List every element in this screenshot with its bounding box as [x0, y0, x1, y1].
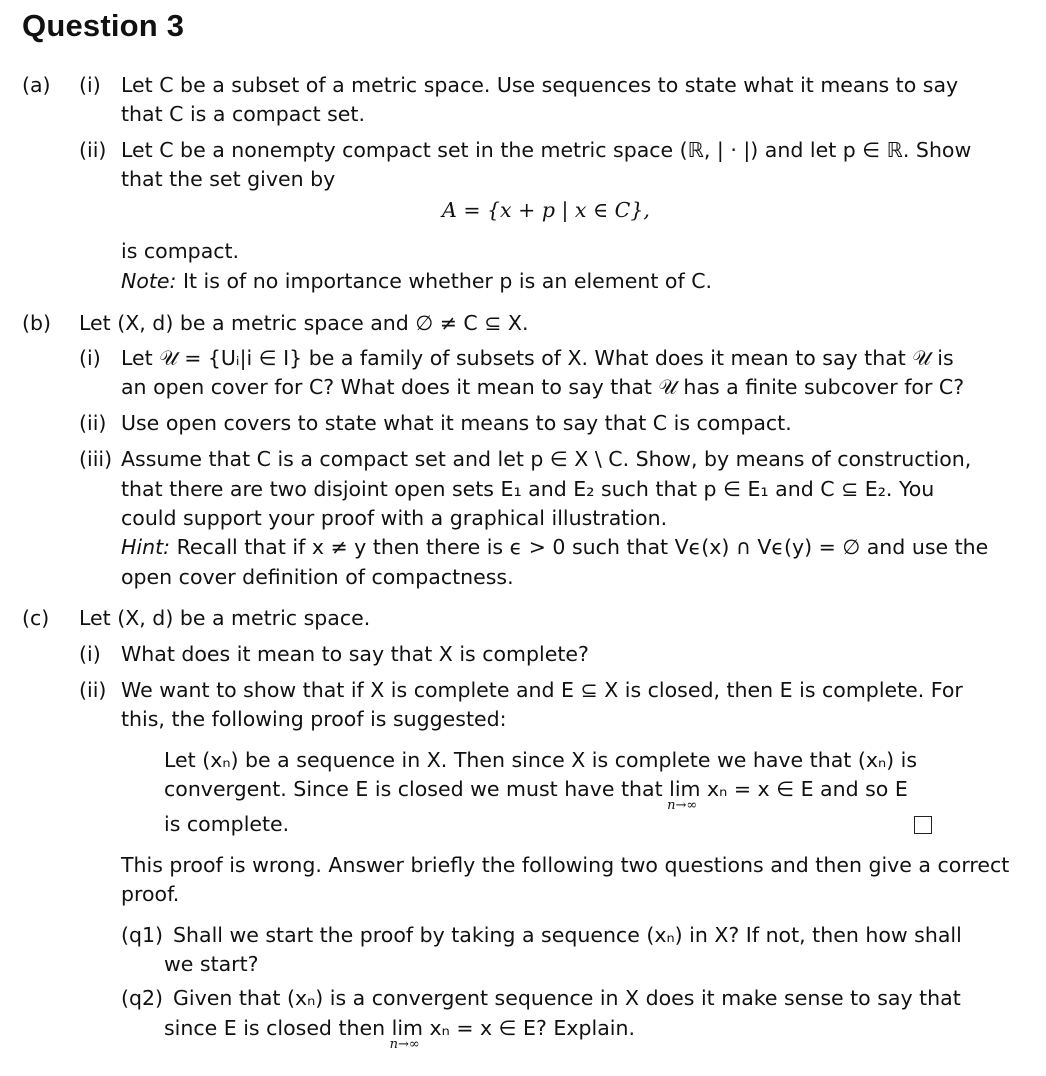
q1-line-2: we start?	[164, 952, 259, 976]
part-b-label: (b)	[22, 311, 52, 335]
part-b-i-line-2: an open cover for C? What does it mean to say that 𝒰 has a finite subcover for C?	[121, 375, 965, 399]
lim-word: lim	[669, 777, 701, 801]
part-a-ii-line-3: is compact.	[121, 239, 240, 263]
part-b-ii-label: (ii)	[79, 411, 107, 435]
lim-subscript: n→∞	[667, 798, 698, 813]
part-c-intro: Let (X, d) be a metric space.	[79, 606, 371, 630]
part-a-note	[121, 267, 712, 296]
part-b-intro: Let (X, d) be a metric space and ∅ ≠ C ⊆ X.	[79, 311, 529, 335]
after-proof-line-2: proof.	[121, 882, 180, 906]
q2-line-1: Given that (xₙ) is a convergent sequence in X does it make sense to say that	[173, 986, 961, 1010]
q2-line-2	[164, 1014, 635, 1052]
proof-line-1: Let (xₙ) be a sequence in X. Then since X is complete we have that (xₙ) is	[164, 748, 918, 772]
part-b-i-line-1: Let 𝒰 = {Uᵢ|i ∈ I} be a family of subsets of X. What does it mean to say that 𝒰 is	[121, 346, 954, 370]
part-c-i-line-1: What does it mean to say that X is complete?	[121, 642, 589, 666]
q2-line-2a: since E is closed then	[164, 1016, 392, 1040]
part-c-ii-line-1: We want to show that if X is complete and E ⊆ X is closed, then E is complete. For	[121, 678, 963, 702]
part-a-i-label: (i)	[79, 73, 101, 97]
set-a-formula: A = {x + p | x ∈ C},	[442, 198, 650, 222]
part-b-iii-label: (iii)	[79, 447, 113, 471]
limit-notation	[667, 775, 701, 813]
q2-label: (q2)	[121, 986, 164, 1010]
proof-line-2	[164, 775, 908, 813]
question-title: Question 3	[22, 8, 185, 43]
note-label: Note:	[121, 269, 177, 293]
limit-notation-2	[389, 1014, 423, 1052]
q2-line-2b: xₙ = x ∈ E? Explain.	[423, 1016, 635, 1040]
part-c-ii-label: (ii)	[79, 678, 107, 702]
part-b-iii-line-1: Assume that C is a compact set and let p ∈ X \ C. Show, by means of construction,	[121, 447, 972, 471]
proof-line-2a: convergent. Since E is closed we must have that	[164, 777, 670, 801]
part-a-ii-label: (ii)	[79, 138, 107, 162]
q1-label: (q1)	[121, 923, 164, 947]
part-a-ii-line-1: Let C be a nonempty compact set in the metric space (ℝ, | · |) and let p ∈ ℝ. Show	[121, 138, 972, 162]
part-b-ii-line-1: Use open covers to state what it means to say that C is compact.	[121, 411, 792, 435]
after-proof-line-1: This proof is wrong. Answer briefly the following two questions and then give a correct	[121, 853, 1010, 877]
proof-line-3: is complete.	[164, 812, 290, 836]
q1-line-1: Shall we start the proof by taking a sequence (xₙ) in X? If not, then how shall	[173, 923, 962, 947]
part-a-ii-line-2: that the set given by	[121, 167, 336, 191]
hint-label: Hint:	[121, 535, 171, 559]
part-c-i-label: (i)	[79, 642, 101, 666]
part-b-hint	[121, 533, 988, 562]
part-a-i-line-2: that C is a compact set.	[121, 102, 365, 126]
lim-word-2: lim	[391, 1016, 423, 1040]
part-b-iii-line-5: open cover definition of compactness.	[121, 565, 514, 589]
qed-box-icon	[914, 816, 932, 834]
lim-subscript-2: n→∞	[389, 1037, 420, 1052]
note-text: It is of no importance whether p is an element of C.	[176, 269, 713, 293]
part-b-iii-line-3: could support your proof with a graphical illustration.	[121, 506, 668, 530]
part-b-i-label: (i)	[79, 346, 101, 370]
part-c-label: (c)	[22, 606, 50, 630]
part-a-i-line-1: Let C be a subset of a metric space. Use sequences to state what it means to say	[121, 73, 959, 97]
part-b-iii-line-2: that there are two disjoint open sets E₁ and E₂ such that p ∈ E₁ and C ⊆ E₂. You	[121, 477, 935, 501]
part-a-label: (a)	[22, 73, 51, 97]
hint-text: Recall that if x ≠ y then there is ϵ > 0 such that Vϵ(x) ∩ Vϵ(y) = ∅ and use the	[170, 535, 989, 559]
part-c-ii-line-2: this, the following proof is suggested:	[121, 707, 507, 731]
proof-line-2b: xₙ = x ∈ E and so E	[700, 777, 908, 801]
